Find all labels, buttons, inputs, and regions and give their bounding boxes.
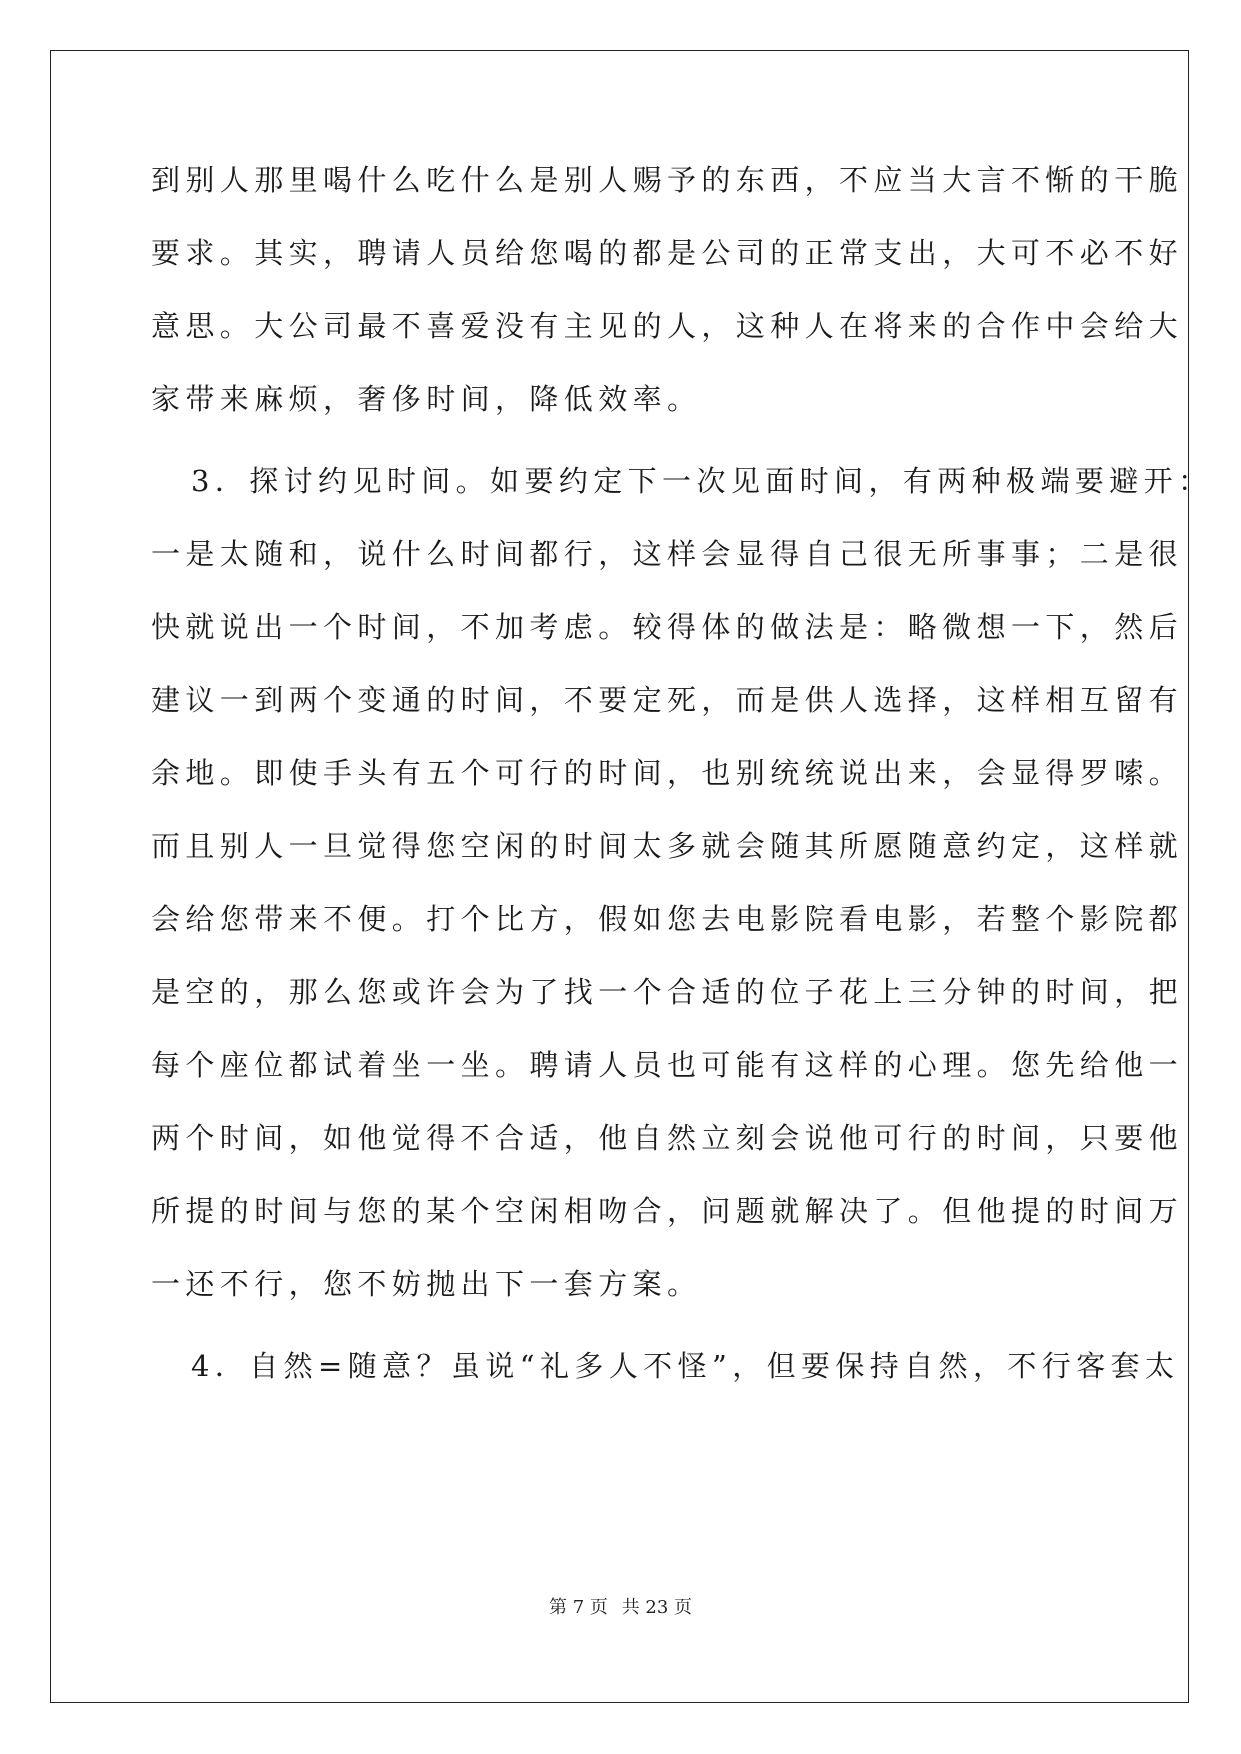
text-line: 家带来麻烦，奢侈时间，降低效率。 (151, 382, 702, 416)
text-line: 余地。即使手头有五个可行的时间，也别统统说出来，会显得罗嗦。 (151, 756, 1184, 790)
page-total: 共 23 页 (621, 1597, 692, 1618)
text-line: 而且别人一旦觉得您空闲的时间太多就会随其所愿随意约定，这样就 (151, 829, 1184, 863)
page-border (50, 50, 1189, 1703)
text-line: 到别人那里喝什么吃什么是别人赐予的东西，不应当大言不惭的干脆 (151, 163, 1184, 197)
text-line: 建议一到两个变通的时间，不要定死，而是供人选择，这样相互留有 (151, 683, 1184, 717)
text-line: 快就说出一个时间，不加考虑。较得体的做法是：略微想一下，然后 (151, 610, 1184, 644)
text-line: 一还不行，您不妨抛出下一套方案。 (151, 1267, 702, 1301)
text-line: 要求。其实，聘请人员给您喝的都是公司的正常支出，大可不必不好 (151, 236, 1184, 270)
text-line: 两个时间，如他觉得不合适，他自然立刻会说他可行的时间，只要他 (151, 1121, 1184, 1155)
page-number: 第 7 页 (549, 1597, 608, 1618)
paragraph-start-line: 4．自然=随意？虽说“礼多人不怪”，但要保持自然，不行客套太 (191, 1349, 1180, 1383)
text-line: 意思。大公司最不喜爱没有主见的人，这种人在将来的合作中会给大 (151, 309, 1184, 343)
text-line: 会给您带来不便。打个比方，假如您去电影院看电影，若整个影院都 (151, 902, 1184, 936)
page-footer (0, 1593, 1241, 1619)
paragraph-start-line: 3．探讨约见时间。如要约定下一次见面时间，有两种极端要避开： (191, 464, 1213, 498)
text-line: 是空的，那么您或许会为了找一个合适的位子花上三分钟的时间，把 (151, 975, 1184, 1009)
text-line: 所提的时间与您的某个空闲相吻合，问题就解决了。但他提的时间万 (151, 1194, 1184, 1228)
text-line: 一是太随和，说什么时间都行，这样会显得自己很无所事事；二是很 (151, 537, 1184, 571)
text-line: 每个座位都试着坐一坐。聘请人员也可能有这样的心理。您先给他一 (151, 1048, 1184, 1082)
